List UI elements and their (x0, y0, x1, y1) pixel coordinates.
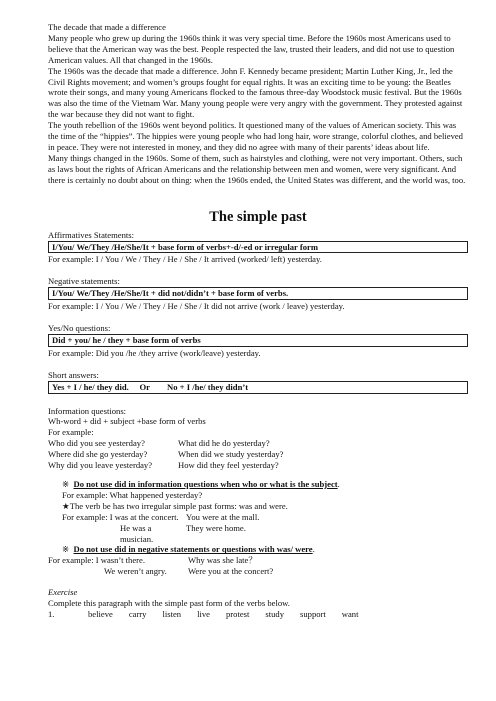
verb-item: live (197, 608, 210, 619)
was-were-example: We weren’t angry. (104, 566, 167, 577)
negative-label: Negative statements: (48, 276, 120, 287)
verb-item: support (300, 608, 326, 619)
info-example-grid (48, 438, 468, 471)
info-example-question: When did we study yesterday? (178, 449, 284, 460)
affirmative-label: Affirmatives Statements: (48, 229, 135, 240)
note-example: For example: What happened yesterday? (62, 489, 203, 500)
note-who-what: ※ Do not use did in information questions when who or what is the subject. (62, 479, 340, 489)
yesno-example: For example: Did you /he /they arrive (work/leave) yesterday. (48, 347, 261, 358)
be-example: They were home. (186, 522, 246, 533)
exercise-number: 1. (48, 608, 55, 619)
note-text: Do not use did in information questions when who or what is the subject (73, 479, 338, 489)
info-questions-formula: Wh-word + did + subject +base form of verbs (48, 416, 206, 427)
verb-list (48, 609, 468, 620)
reading-paragraph: Many things changed in the 1960s. Some of them, such as hairstyles and clothing, were not very important. Others, such as laws bout the rights of African Americans and the relationship between men and women, were very significant. And there is certainly no doubt about on thing: when the 1960s ended, the United States was different, and the world was, too. (48, 152, 466, 185)
info-example-question: What did he do yesterday? (178, 438, 270, 449)
be-rule: ★The verb be has two irregular simple past forms: was and were. (62, 500, 288, 511)
grammar-heading: The simple past (209, 208, 307, 225)
be-examples (48, 512, 468, 545)
verb-item: carry (128, 608, 147, 619)
verb-item: study (265, 608, 284, 619)
negative-example: For example: I / You / We / They / He / She / It did not arrive (work / leave) yesterday. (48, 301, 345, 312)
negative-rule-box: I/You/ We/They /He/She/It + did not/didn’t + base form of verbs. (48, 287, 468, 300)
short-answers-label: Short answers: (48, 369, 99, 380)
was-were-examples (48, 555, 468, 577)
info-example-question: How did they feel yesterday? (178, 460, 279, 471)
short-answers-box: Yes + I / he/ they did. Or No + I /he/ they didn’t (48, 381, 468, 394)
was-were-example: For example: I wasn’t there. (48, 555, 145, 566)
info-example-label: For example: (48, 427, 94, 438)
note-was-were: ※ Do not use did in negative statements or questions with was/ were. (62, 544, 315, 555)
info-example-question: Who did you see yesterday? (48, 438, 145, 449)
reading-paragraph: Many people who grew up during the 1960s think it was very special time. Before the 1960s most Americans used to believe that the American way was the best. People respected the law, trusted their leaders, and did not use to question American values. All that changed in the 1960s. (48, 32, 455, 65)
exercise-title: Exercise (48, 587, 78, 598)
was-were-example: Why was she late？ (188, 555, 257, 566)
info-example-question: Where did she go yesterday? (48, 449, 148, 460)
affirmative-rule-box: I/You/ We/They /He/She/It + base form of verbs+-d/-ed or irregular form (48, 241, 468, 254)
document-page (48, 22, 468, 620)
reading-paragraph: The 1960s was the decade that made a difference. John F. Kennedy became president; Martin Luther King, Jr., led the Civil Rights movement; and women’s groups fought for equal rights. It was an exciting time to be young: the Beatles wrote their songs, and many young Americans flocked to the famous three-day Woodstock music festival. But the 1960s was also the time of the Vietnam War. Many young people were very angry with the government. They protested against the war because they did not want to fight. (48, 65, 463, 120)
verb-item: listen (162, 608, 182, 619)
verb-item: want (341, 608, 359, 619)
be-example: For example: I was at the concert. (62, 511, 179, 522)
yesno-label: Yes/No questions: (48, 323, 111, 334)
exercise-instruction: Complete this paragraph with the simple past form of the verbs below. (48, 598, 290, 609)
be-example: He was a musician. (120, 522, 154, 544)
note-mark: ※ (62, 479, 70, 489)
reading-section (48, 22, 468, 186)
be-example: You were at the mall. (186, 511, 260, 522)
verb-item: protest (225, 608, 250, 619)
reading-paragraph: The youth rebellion of the 1960s went beyond politics. It questioned many of the values of American society. This was the time of the “hippies”. The hippies were young people who had long hair, wore strange, colorful clothes, and believed in peace. They were not interested in money, and they did no agree with many of their parents’ ideas about life. (48, 120, 463, 152)
verb-item: believe (88, 608, 113, 619)
reading-title: The decade that made a difference (48, 22, 166, 32)
info-example-question: Why did you leave yesterday? (48, 460, 153, 471)
affirmative-example: For example: I / You / We / They / He / She / It arrived (worked/ left) yesterday. (48, 254, 322, 265)
note-text: Do not use did in negative statements or questions with was/ were (73, 544, 313, 555)
note-mark: ※ (62, 544, 70, 555)
yesno-rule-box: Did + you/ he / they + base form of verbs (48, 334, 468, 347)
info-questions-label: Information questions: (48, 405, 127, 416)
was-were-example: Were you at the concert? (188, 566, 274, 577)
